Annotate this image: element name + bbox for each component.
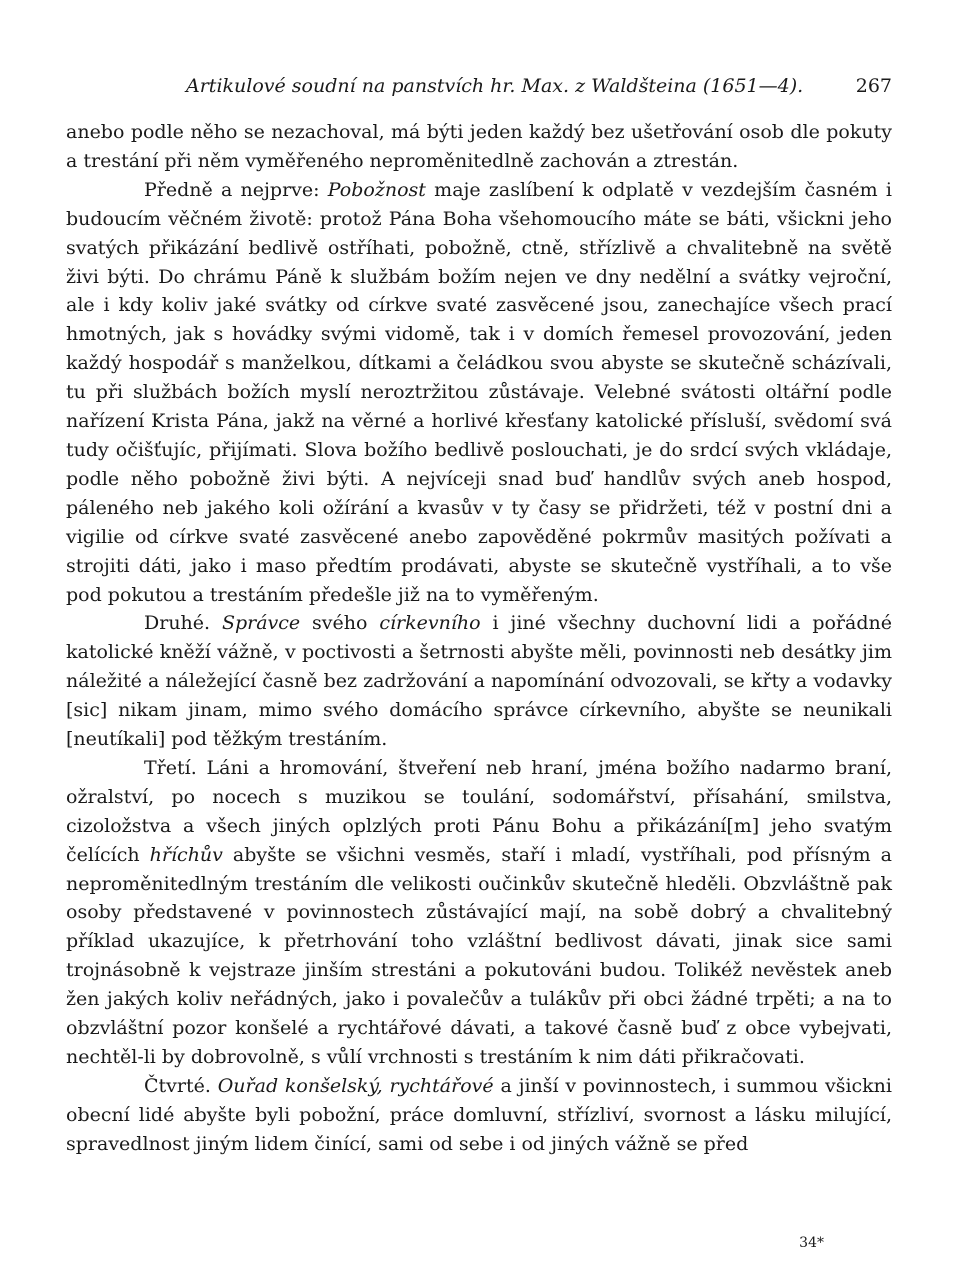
paragraph-predne <box>66 176 892 610</box>
text-run: anebo podle něho se nezachoval, má býti jeden každý bez ušetřování osob dle pokuty a trestání při něm vyměřeného neproměnitedlně zachován a ztrestán. <box>66 121 892 172</box>
text-run: Čtvrté. <box>144 1074 218 1097</box>
page-number: 267 <box>855 75 892 97</box>
text-run: Druhé. <box>144 612 222 635</box>
running-head <box>66 72 892 100</box>
text-run: maje zaslíbení k odplatě v vezdejším časném i budoucím věčném životě: protož Pána Boha všehomoucího máte se báti, všickni jeho svatých přikázání bedlivě ostříhati, pobožně, ctně, střízlivě a chvalitebně na světě živi býti. Do chrámu Páně k službám božím nejen ve dny nedělní a svátky vejroční, ale i kdy koliv jaké svátky od církve svaté zasvěcené jsou, zanechajíce všech prací hmotných, jak s hovádky svými vidomě, tak i v domích řemesel provozování, jeden každý hospodář s manželkou, dítkami a čeládkou svou abyste se skutečně scházívali, tu při službách božích myslí neroztržitou zůstávaje. Velebné svátosti oltářní podle nařízení Krista Pána, jakž na věrné a horlivé křesťany katolické přísluší, svědomí svá tudy očišťujíc, přijímati. Slova božího bedlivě poslouchati, je do srdcí svých vkládaje, podle něho pobožně živi býti. A nejvíceji snad buď handlův svých aneb hospod, páleného neb jakého koli ožírání a kvasův v ty časy se přidržeti, též v postní dni a vigilie od církve svaté zasvěcené anebo zapověděné pokrmův masitých požívati a strojiti dáti, jako i maso předtím prodávati, abyste se skutečně vystříhali, a to vše pod pokutou a trestáním předešle již na to vyměřeným. <box>66 178 892 606</box>
text-run: Předně a nejprve: <box>144 178 328 201</box>
text-run: i jiné všechny duchovní lidi a pořádné katolické kněží vážně, v poctivosti a šetrnosti abyšte měli, povinnosti neb desátky jim náležité a náležející časně bez zadržování a napomínání odvozovali, se křty a vodavky [sic] nikam jinam, mimo svého domácího správce církevního, abyšte se neunikali [neutíkali] pod těžkým trestáním. <box>66 612 892 751</box>
italic-term: církevního <box>379 612 481 635</box>
paragraph-ctvrte <box>66 1072 892 1159</box>
text-run: a jinší v povinnostech, i summou všickni obecní lidé abyšte byli pobožní, práce domluvní, střízliví, svornost a lásku milující, spravedlnost jiným lidem činící, sami od sebe i od jiných vážně se před <box>66 1074 893 1155</box>
paragraph-druhe <box>66 609 892 754</box>
text-run: Třetí. Láni a hromování, štveření neb hraní, jména božího nadarmo braní, ožralství, po nocech s muzikou se toulání, sodomářství, přísahání, smilstva, cizoložstva a všech jiných oplzlých proti Pánu Bohu a přikázání[m] jeho svatým čelících <box>66 756 892 866</box>
italic-term: hříchův <box>149 843 223 866</box>
body-text <box>66 118 892 1159</box>
italic-term: Správce <box>221 612 301 635</box>
italic-term: Pobožnost <box>327 178 426 201</box>
paragraph-treti <box>66 754 892 1072</box>
italic-term: Ouřad konšelský, rychtářové <box>217 1074 494 1097</box>
running-title: Artikulové soudní na panstvích hr. Max. z Waldšteina (1651—4). <box>186 75 804 97</box>
paragraph-continuation <box>66 118 892 176</box>
text-run: svého <box>300 612 380 635</box>
text-run: abyšte se všichni vesměs, staří i mladí, vystříhali, pod přísným a neproměnitedlným trestáním dle velikosti oučinkův skutečně hleděli. Obzvláštně pak osoby představené v povinnostech zůstávající mají, na sobě dobrý a chvalitebný příklad ukazujíce, k přetrhování toho vzláštní bedlivost dávati, jinak sice sami trojnásobně k vejstraze jinším strestáni a pokutováni budou. Tolikéž nevěstek aneb žen jakých koliv neřádných, jako i povalečův a tulákův při obci žádné trpěti; a na to obzvláštní pozor konšelé a rychtářové dávati, a takové časně buď z obce vybejvati, nechtěl-li by dobrovolně, s vůlí vrchnosti s trestáním k nim dáti přikračovati. <box>66 843 892 1068</box>
signature-mark: 34* <box>799 1235 824 1251</box>
